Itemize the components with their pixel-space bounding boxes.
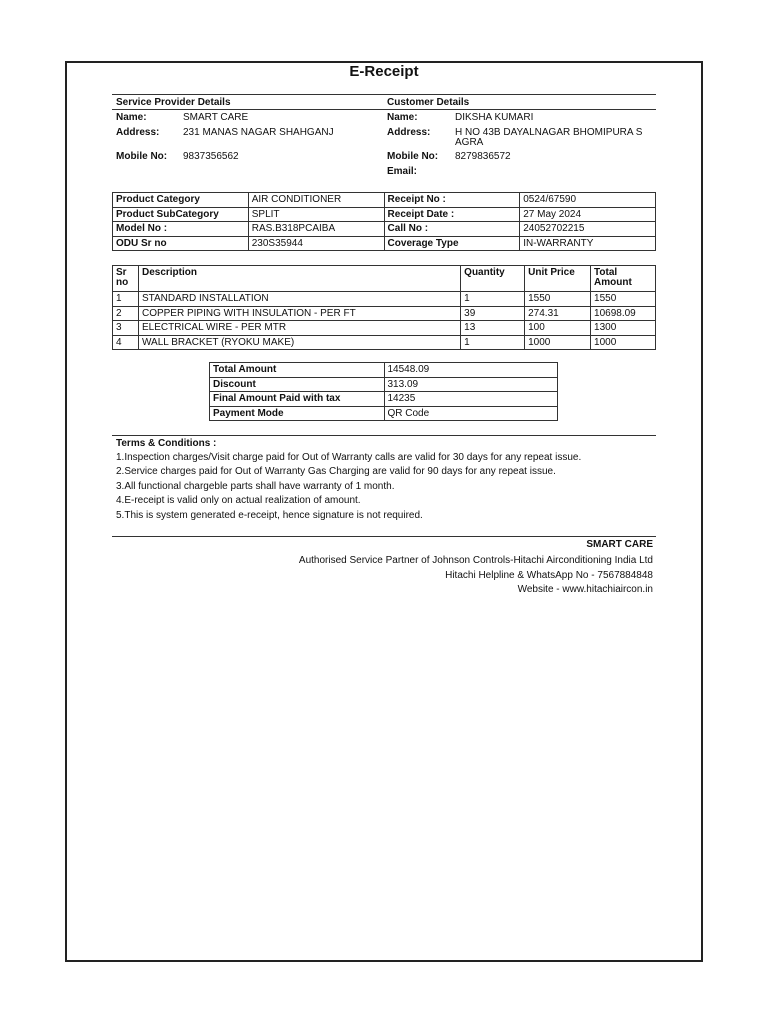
item-total: 1000 <box>591 335 656 350</box>
item-quantity: 1 <box>461 335 525 350</box>
discount-label: Discount <box>210 377 385 392</box>
info-label: Coverage Type <box>384 236 520 251</box>
item-sr: 4 <box>113 335 139 350</box>
divider <box>112 109 656 110</box>
product-info-row <box>113 236 656 251</box>
info-label: ODU Sr no <box>113 236 249 251</box>
item-description: STANDARD INSTALLATION <box>138 292 460 307</box>
totals-table <box>209 362 558 421</box>
footer-company: SMART CARE <box>586 539 653 550</box>
item-sr: 3 <box>113 321 139 336</box>
info-label: Call No : <box>384 222 520 237</box>
info-value: SPLIT <box>248 207 384 222</box>
item-total: 1300 <box>591 321 656 336</box>
table-row <box>113 321 656 336</box>
info-label: Receipt Date : <box>384 207 520 222</box>
item-sr: 1 <box>113 292 139 307</box>
product-info-row <box>113 193 656 208</box>
total-amount-label: Total Amount <box>210 363 385 378</box>
provider-mobile: 9837356562 <box>183 151 239 162</box>
items-header-row <box>113 266 656 292</box>
footer-helpline: Hitachi Helpline & WhatsApp No - 7567884848 <box>445 570 653 581</box>
table-row <box>113 292 656 307</box>
customer-name-label: Name: <box>387 112 418 123</box>
info-label: Product SubCategory <box>113 207 249 222</box>
divider <box>112 536 656 537</box>
info-label: Receipt No : <box>384 193 520 208</box>
total-amount-value: 14548.09 <box>384 363 558 378</box>
footer-website: Website - www.hitachiaircon.in <box>517 584 653 595</box>
divider <box>112 94 656 95</box>
product-info-table <box>112 192 656 251</box>
terms-line: 3.All functional chargeble parts shall have warranty of 1 month. <box>116 481 395 492</box>
customer-email-label: Email: <box>387 166 418 177</box>
info-label: Model No : <box>113 222 249 237</box>
item-description: WALL BRACKET (RYOKU MAKE) <box>138 335 460 350</box>
table-row <box>113 306 656 321</box>
item-unit-price: 100 <box>525 321 591 336</box>
item-quantity: 39 <box>461 306 525 321</box>
page-title: E-Receipt <box>349 63 419 80</box>
item-description: ELECTRICAL WIRE - PER MTR <box>138 321 460 336</box>
terms-heading: Terms & Conditions : <box>116 438 217 449</box>
provider-address-label: Address: <box>116 127 160 138</box>
item-quantity: 1 <box>461 292 525 307</box>
footer-partner-line: Authorised Service Partner of Johnson Controls-Hitachi Airconditioning India Ltd <box>298 555 653 566</box>
info-value: 230S35944 <box>248 236 384 251</box>
item-quantity: 13 <box>461 321 525 336</box>
payment-mode-label: Payment Mode <box>210 406 385 421</box>
terms-line: 2.Service charges paid for Out of Warranty Gas Charging are valid for 90 days for any repeat issue. <box>116 466 556 477</box>
provider-mobile-label: Mobile No: <box>116 151 168 162</box>
customer-name: DIKSHA KUMARI <box>455 112 534 123</box>
totals-row <box>210 392 558 407</box>
provider-name: SMART CARE <box>183 112 249 123</box>
info-value: RAS.B318PCAIBA <box>248 222 384 237</box>
item-sr: 2 <box>113 306 139 321</box>
items-table <box>112 265 656 350</box>
item-unit-price: 274.31 <box>525 306 591 321</box>
final-amount-label: Final Amount Paid with tax <box>210 392 385 407</box>
totals-row <box>210 363 558 378</box>
header-unit-price: Unit Price <box>525 266 591 292</box>
info-value: AIR CONDITIONER <box>248 193 384 208</box>
product-info-row <box>113 222 656 237</box>
header-description: Description <box>138 266 460 292</box>
customer-address-line1: H NO 43B DAYALNAGAR BHOMIPURA S <box>455 127 643 138</box>
customer-address-label: Address: <box>387 127 431 138</box>
customer-mobile-label: Mobile No: <box>387 151 439 162</box>
item-total: 1550 <box>591 292 656 307</box>
customer-address-line2: AGRA <box>455 137 484 148</box>
provider-heading: Service Provider Details <box>116 97 231 108</box>
header-quantity: Quantity <box>461 266 525 292</box>
payment-mode-value: QR Code <box>384 406 558 421</box>
item-unit-price: 1000 <box>525 335 591 350</box>
customer-mobile: 8279836572 <box>455 151 511 162</box>
header-total-amount: Total Amount <box>591 266 656 292</box>
totals-row <box>210 377 558 392</box>
totals-row <box>210 406 558 421</box>
info-value: 24052702215 <box>520 222 656 237</box>
item-description: COPPER PIPING WITH INSULATION - PER FT <box>138 306 460 321</box>
provider-address: 231 MANAS NAGAR SHAHGANJ <box>183 127 334 138</box>
terms-line: 1.Inspection charges/Visit charge paid for Out of Warranty calls are valid for 30 days for any repeat issue. <box>116 452 582 463</box>
item-total: 10698.09 <box>591 306 656 321</box>
divider <box>112 435 656 436</box>
info-value: 0524/67590 <box>520 193 656 208</box>
provider-name-label: Name: <box>116 112 147 123</box>
info-value: 27 May 2024 <box>520 207 656 222</box>
info-label: Product Category <box>113 193 249 208</box>
header-sr: Sr no <box>113 266 139 292</box>
terms-line: 4.E-receipt is valid only on actual realization of amount. <box>116 495 361 506</box>
info-value: IN-WARRANTY <box>520 236 656 251</box>
terms-line: 5.This is system generated e-receipt, hence signature is not required. <box>116 510 423 521</box>
product-info-row <box>113 207 656 222</box>
customer-heading: Customer Details <box>387 97 470 108</box>
final-amount-value: 14235 <box>384 392 558 407</box>
table-row <box>113 335 656 350</box>
discount-value: 313.09 <box>384 377 558 392</box>
item-unit-price: 1550 <box>525 292 591 307</box>
